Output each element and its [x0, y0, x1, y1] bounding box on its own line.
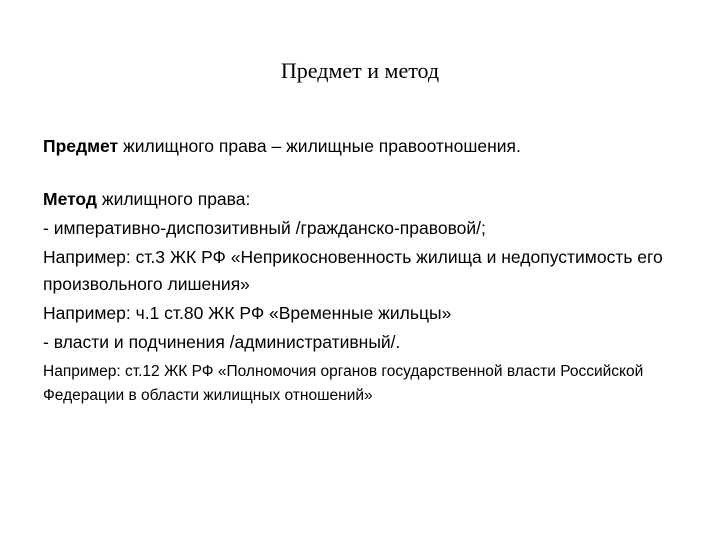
method-item-administrative: - власти и подчинения /административный/.: [43, 332, 401, 352]
method-term: Метод: [43, 189, 97, 209]
subject-term: Предмет: [43, 136, 119, 156]
method-paragraph: [43, 186, 683, 213]
example-article-80: Например: ч.1 ст.80 ЖК РФ «Временные жильцы»: [43, 303, 452, 323]
slide-body: [43, 133, 683, 408]
subject-paragraph: [43, 133, 683, 160]
spacer: [43, 160, 683, 186]
example-article-12: Например: ст.12 ЖК РФ «Полномочия органов государственной власти Российской Федерации в области жилищных отношений»: [43, 363, 644, 404]
example-article-3: Например: ст.3 ЖК РФ «Неприкосновенность жилища и недопустимость его произвольного лишения»: [43, 247, 663, 294]
method-item-dispositive: - императивно-диспозитивный /гражданско-правовой/;: [43, 218, 486, 238]
slide-title: Предмет и метод: [280, 58, 440, 83]
method-definition: жилищного права:: [97, 189, 251, 209]
subject-definition: жилищного права – жилищные правоотношения.: [118, 136, 521, 156]
